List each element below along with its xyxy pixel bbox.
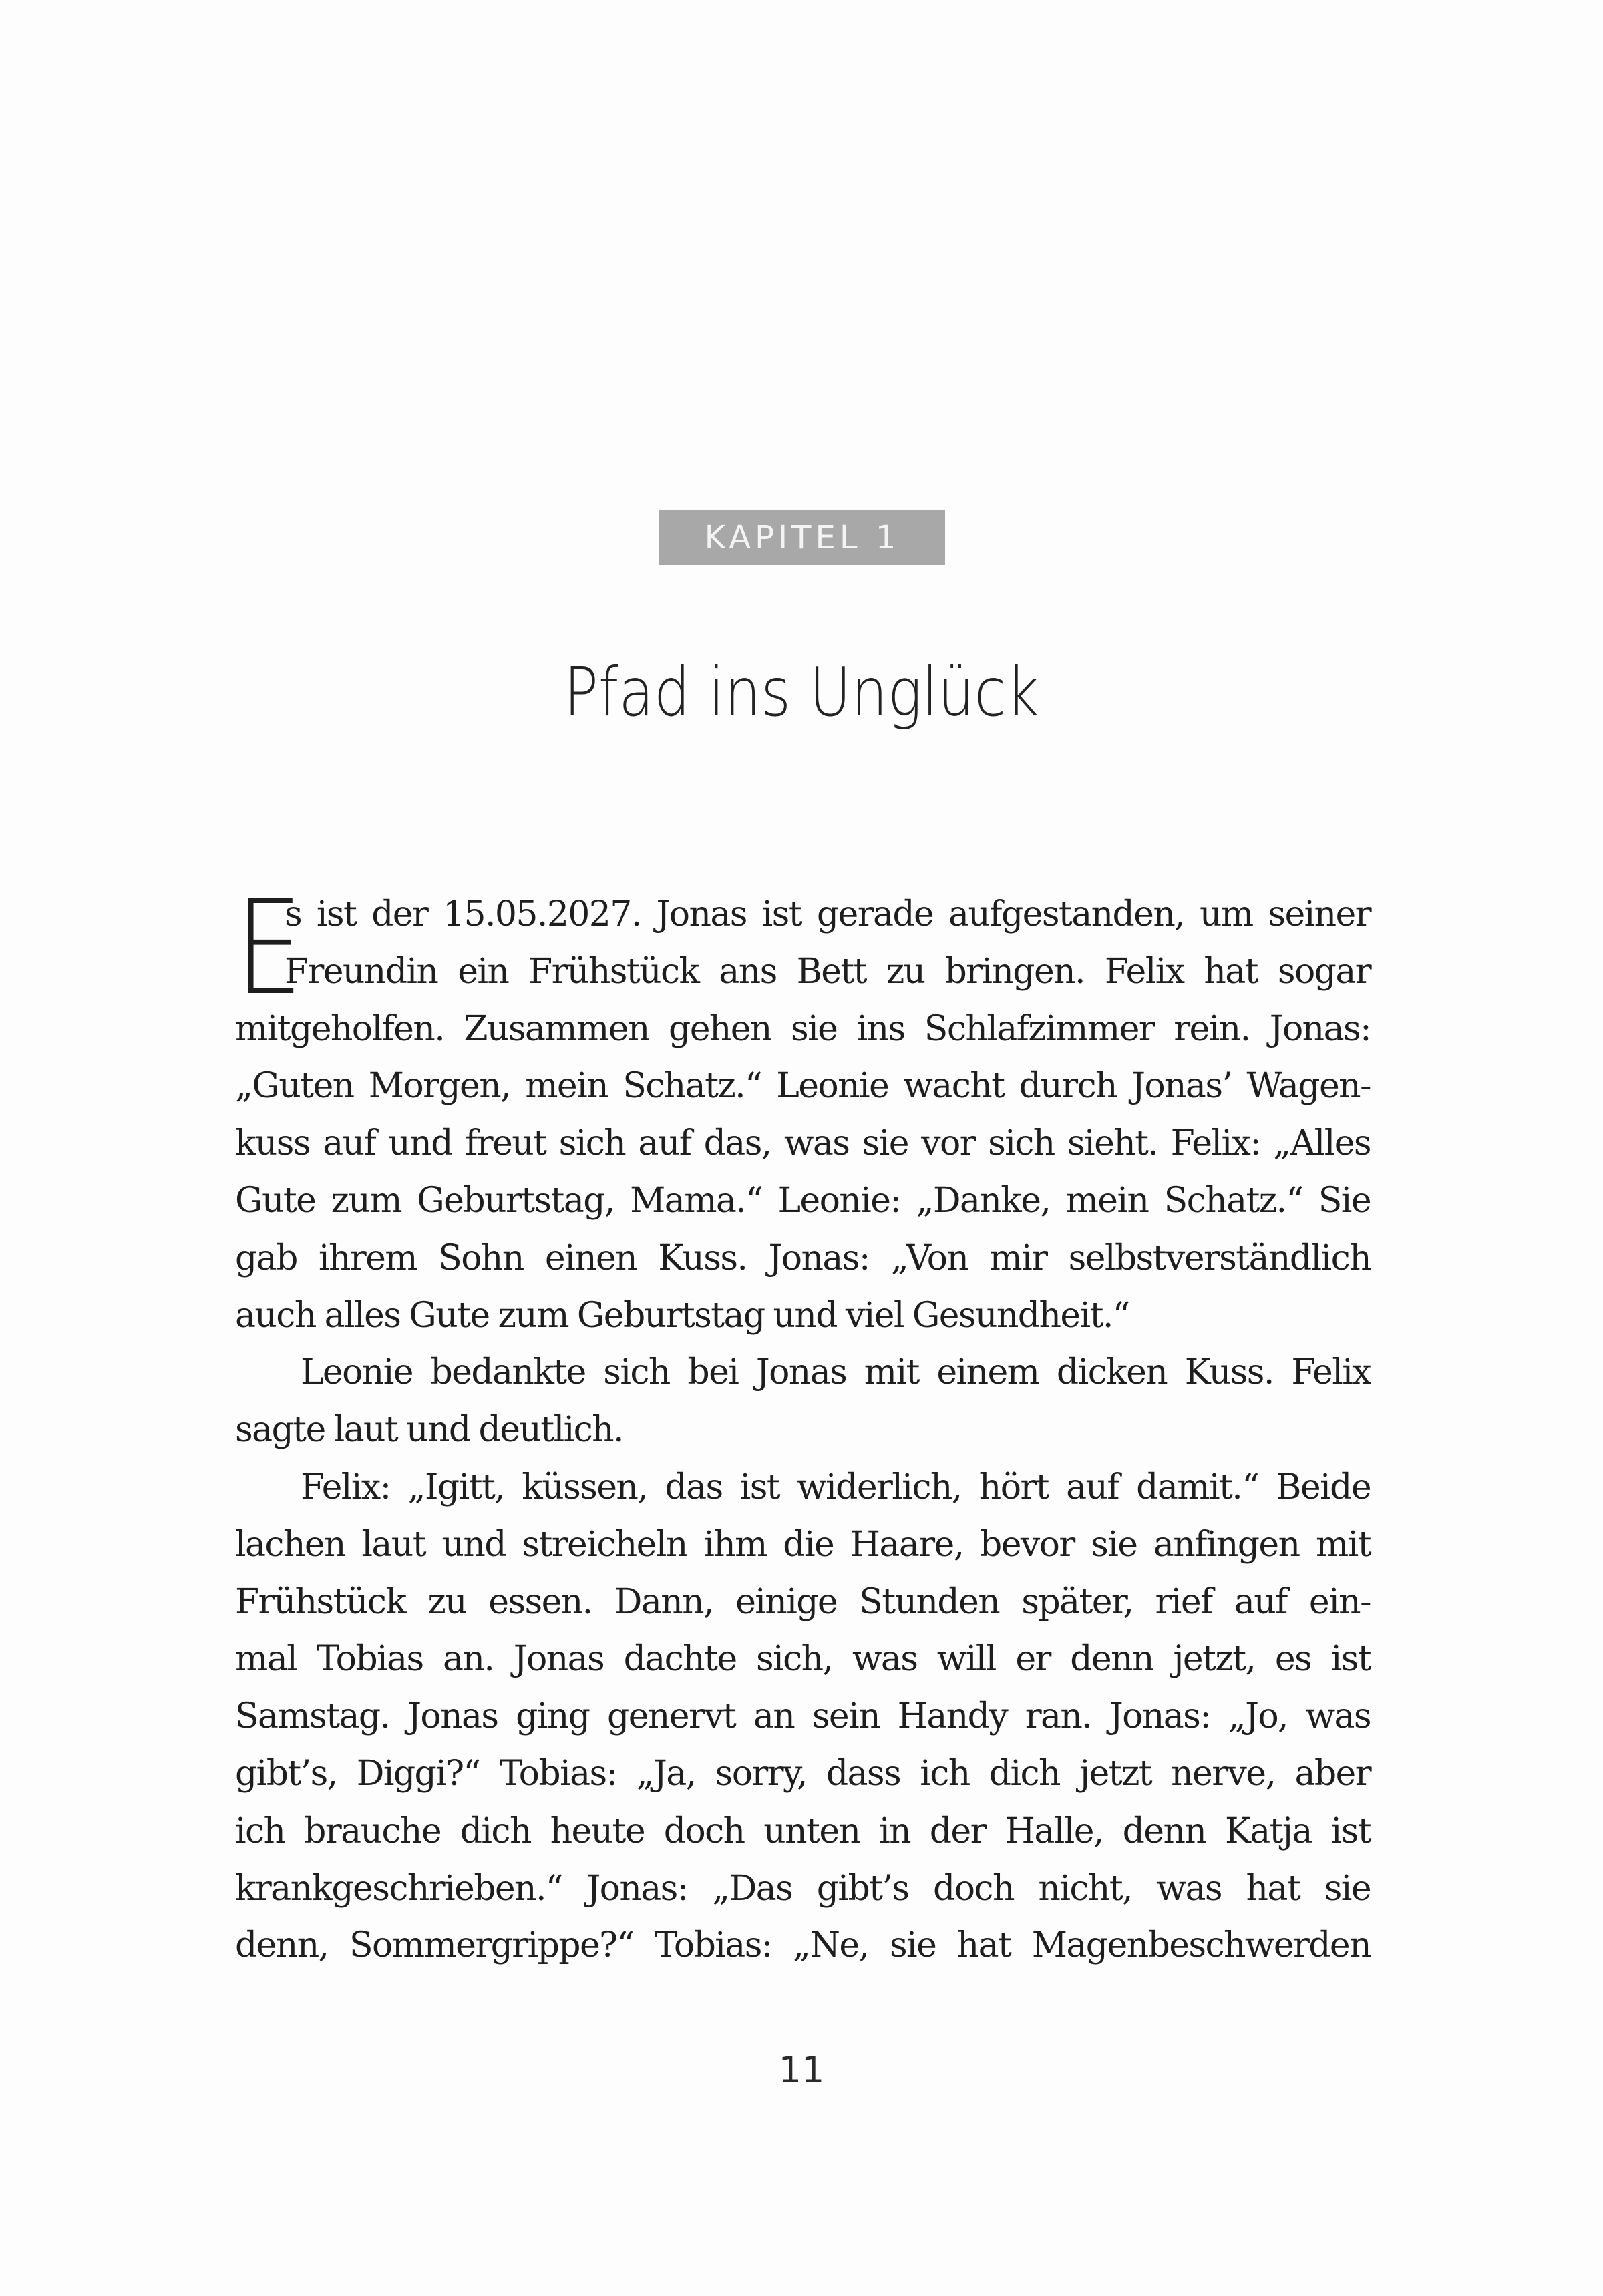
text-line: Samstag. Jonas ging genervt an sein Handy ran. Jonas: „Jo, was [235,1696,1371,1737]
chapter-title: Pfad ins Unglück [564,653,1039,731]
text-line: Gute zum Geburtstag, Mama.“ Leonie: „Danke, mein Schatz.“ Sie [235,1180,1371,1221]
text-line: auch alles Gute zum Geburtstag und viel Gesundheit.“ [235,1295,1129,1336]
text-line: krankgeschrieben.“ Jonas: „Das gibt’s doch nicht, was hat sie [235,1868,1371,1909]
body-text [235,872,1371,1975]
text-line: Felix: „Igitt, küssen, das ist widerlich, hört auf damit.“ Beide [301,1467,1371,1507]
text-line: s ist der 15.05.2027. Jonas ist gerade aufgestanden, um seiner [285,894,1371,934]
text-line: ich brauche dich heute doch unten in der Halle, denn Katja ist [235,1810,1371,1851]
text-line: mal Tobias an. Jonas dachte sich, was will er denn jetzt, es ist [235,1639,1371,1680]
text-line: mitgeholfen. Zusammen gehen sie ins Schlafzimmer rein. Jonas: [235,1008,1371,1049]
text-line: „Guten Morgen, mein Schatz.“ Leonie wacht durch Jonas’ Wagen- [235,1066,1371,1107]
chapter-label: KAPITEL 1 [659,510,945,565]
text-line: gibt’s, Diggi?“ Tobias: „Ja, sorry, dass ich dich jetzt nerve, aber [235,1753,1371,1794]
text-line: lachen laut und streicheln ihm die Haare, bevor sie anfingen mit [235,1524,1371,1565]
text-line: sagte laut und deutlich. [235,1410,623,1451]
text-line: Frühstück zu essen. Dann, einige Stunden später, rief auf ein- [235,1581,1371,1622]
text-line: denn, Sommergrippe?“ Tobias: „Ne, sie hat Magenbeschwerden [235,1925,1371,1966]
drop-cap: E [235,872,303,1024]
text-line: Leonie bedankte sich bei Jonas mit einem dicken Kuss. Felix [301,1352,1371,1393]
text-line: kuss auf und freut sich auf das, was sie vor sich sieht. Felix: „Alles [235,1123,1371,1164]
text-line: gab ihrem Sohn einen Kuss. Jonas: „Von mir selbstverständlich [235,1237,1371,1278]
page-number: 11 [778,2049,825,2091]
text-line: Freundin ein Frühstück ans Bett zu bringen. Felix hat sogar [285,951,1371,992]
